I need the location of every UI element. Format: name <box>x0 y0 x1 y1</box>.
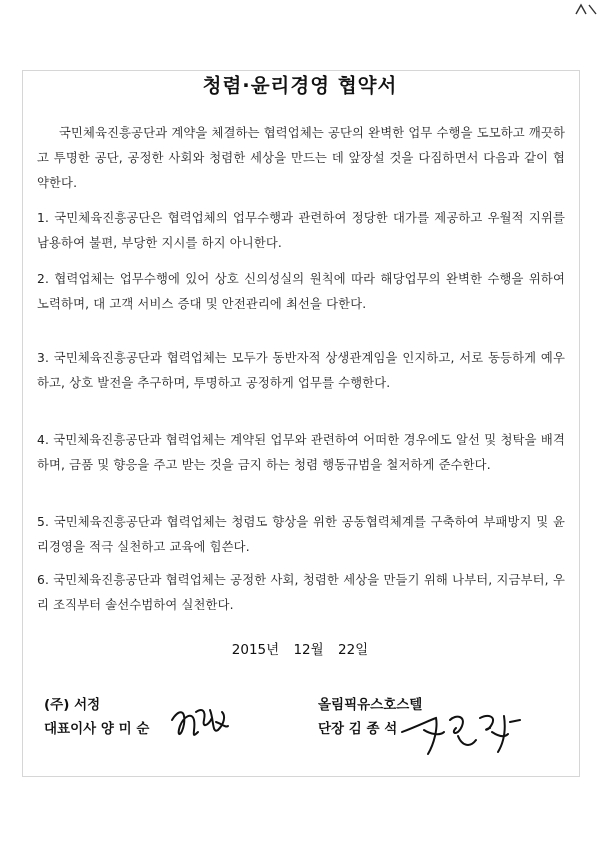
clause-1: 1. 국민체육진흥공단은 협력업체의 업무수행과 관련하여 정당한 대가를 제공하고 우월적 지위를 남용하여 불편, 부당한 지시를 하지 아니한다. <box>37 211 565 250</box>
left-signatory-org: (주) 서정 <box>44 697 101 713</box>
right-signature-icon <box>400 700 525 760</box>
clause-4: 4. 국민체육진흥공단과 협력업체는 계약된 업무와 관련하여 어떠한 경우에도 알선 및 청탁을 배격하며, 금품 및 향응을 주고 받는 것을 금지 하는 청렴 행동규범을 철저하게 준수한다. <box>37 433 565 472</box>
intro-paragraph: 국민체육진흥공단과 계약을 체결하는 협력업체는 공단의 완벽한 업무 수행을 도모하고 깨끗하고 투명한 공단, 공정한 사회와 청렴한 세상을 만드는 데 앞장설 것을 다짐하면서 다음과 같이 협약한다. <box>37 126 565 190</box>
left-signatory-name: 대표이사 양 미 순 <box>44 721 150 737</box>
left-signature-icon <box>168 690 230 748</box>
right-signatory-org: 올림픽유스호스텔 <box>318 697 423 713</box>
document-title: 청렴·윤리경영 협약서 <box>202 74 398 97</box>
clause-2: 2. 협력업체는 업무수행에 있어 상호 신의성실의 원칙에 따라 해당업무의 완벽한 수행을 위하여 노력하며, 대 고객 서비스 증대 및 안전관리에 최선을 다한다. <box>37 272 565 311</box>
clause-3: 3. 국민체육진흥공단과 협력업체는 모두가 동반자적 상생관계임을 인지하고, 서로 동등하게 예우하고, 상호 발전을 추구하며, 투명하고 공정하게 업무를 수행한다. <box>37 351 565 390</box>
corner-mark-icon <box>575 2 597 16</box>
clause-6: 6. 국민체육진흥공단과 협력업체는 공정한 사회, 청렴한 세상을 만들기 위해 나부터, 지금부터, 우리 조직부터 솔선수범하여 실천한다. <box>37 573 565 612</box>
clause-5: 5. 국민체육진흥공단과 협력업체는 청렴도 향상을 위한 공동협력체계를 구축하여 부패방지 및 윤리경영을 적극 실천하고 교육에 힘쓴다. <box>37 515 565 554</box>
right-signatory-name: 단장 김 종 석 <box>318 721 398 737</box>
agreement-date: 2015년 12월 22일 <box>231 642 369 658</box>
